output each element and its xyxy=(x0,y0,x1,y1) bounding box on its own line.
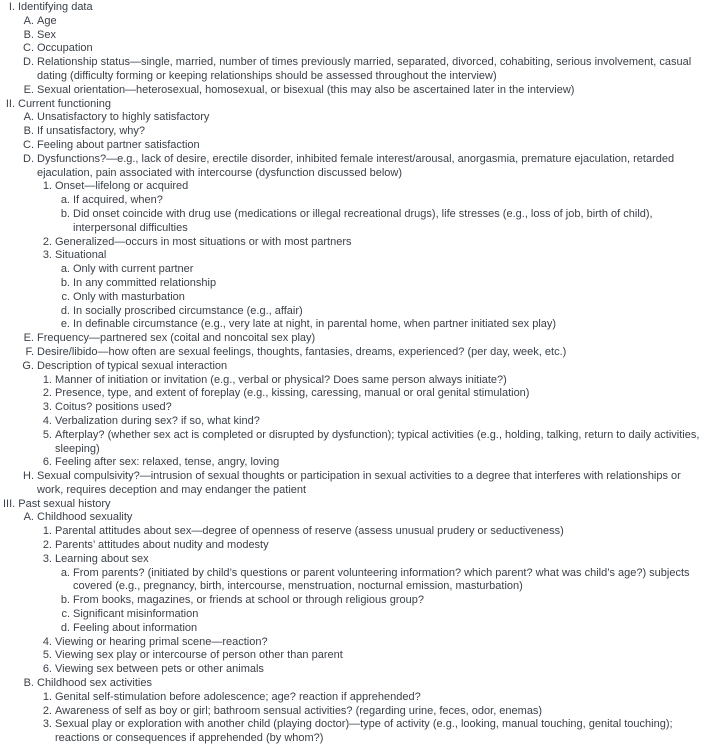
outline-item xyxy=(3,84,702,98)
outline-item xyxy=(3,594,702,608)
sexual-history-outline xyxy=(3,1,702,746)
outline-item-label: 6. xyxy=(42,663,52,676)
outline-item xyxy=(3,111,702,125)
outline-item-label: 1. xyxy=(42,690,52,703)
outline-item-label: e. xyxy=(60,318,70,331)
outline-item-text: Sex xyxy=(37,28,56,41)
outline-item xyxy=(3,305,702,319)
outline-item-label: a. xyxy=(60,263,70,276)
outline-item-label: 3. xyxy=(42,552,52,565)
outline-item-label: 3. xyxy=(42,249,52,262)
outline-item xyxy=(3,677,702,691)
outline-item xyxy=(3,291,702,305)
outline-item-text: Generalized—occurs in most situations or with most partners xyxy=(55,235,352,248)
outline-item xyxy=(3,180,702,194)
outline-item-text: Desire/libido—how often are sexual feelings, thoughts, fantasies, dreams, experienced? (per day, week, etc.) xyxy=(37,345,567,358)
outline-item-text: Occupation xyxy=(37,42,93,55)
outline-item-text: Description of typical sexual interaction xyxy=(37,359,228,372)
outline-item-label: 5. xyxy=(42,428,52,441)
outline-item-text: Sexual orientation—heterosexual, homosexual, or bisexual (this may also be ascertained later in the interview) xyxy=(37,83,575,96)
outline-item xyxy=(3,401,702,415)
outline-item-text: Verbalization during sex? if so, what kind? xyxy=(55,414,260,427)
outline-item-text: Childhood sexuality xyxy=(37,511,133,524)
outline-item xyxy=(3,360,702,374)
outline-item-text: In any committed relationship xyxy=(73,276,217,289)
outline-item-text: In socially proscribed circumstance (e.g., affair) xyxy=(73,304,303,317)
outline-item xyxy=(3,608,702,622)
outline-item xyxy=(3,277,702,291)
outline-item-text: Parents’ attitudes about nudity and modesty xyxy=(55,539,269,552)
outline-item-label: C. xyxy=(23,138,34,151)
outline-item xyxy=(3,718,702,746)
outline-item xyxy=(3,98,702,112)
outline-item-text: Genital self-stimulation before adolescence; age? reaction if apprehended? xyxy=(55,690,421,703)
outline-item-label: F. xyxy=(25,345,34,358)
outline-item-text: Feeling about partner satisfaction xyxy=(37,138,200,151)
outline-item xyxy=(3,387,702,401)
outline-item xyxy=(3,636,702,650)
outline-item-text: Feeling after sex: relaxed, tense, angry, loving xyxy=(55,456,280,469)
outline-item-label: 1. xyxy=(42,180,52,193)
outline-item-text: From books, magazines, or friends at school or through religious group? xyxy=(73,594,424,607)
outline-item-text: Childhood sex activities xyxy=(37,677,152,690)
outline-item-text: Manner of initiation or invitation (e.g., verbal or physical? Does same person always initiate?) xyxy=(55,373,507,386)
outline-item-label: 2. xyxy=(42,235,52,248)
outline-item-text: Relationship status—single, married, number of times previously married, separated, divorced, cohabiting, serious involvement, casual dating (difficulty forming or keeping relationships should be assessed throughout the interview) xyxy=(37,56,692,82)
outline-item-label: A. xyxy=(23,14,34,27)
outline-item-text: Viewing or hearing primal scene—reaction? xyxy=(55,635,268,648)
outline-item xyxy=(3,263,702,277)
outline-item-text: From parents? (initiated by child’s questions or parent volunteering information? which parent? what was child’s age?) subjects covered (e.g., pregnancy, birth, intercourse, menstruation, nocturnal emission, masturbation) xyxy=(73,566,690,593)
outline-item-label: 3. xyxy=(42,718,52,731)
outline-item-label: A. xyxy=(23,111,34,124)
outline-item-label: B. xyxy=(23,28,34,41)
outline-item-label: 4. xyxy=(42,414,52,427)
outline-item-label: 2. xyxy=(42,387,52,400)
outline-item xyxy=(3,511,702,525)
outline-item-text: Coitus? positions used? xyxy=(55,401,172,414)
outline-item xyxy=(3,691,702,705)
outline-item-label: 2. xyxy=(42,539,52,552)
outline-item-text: Only with current partner xyxy=(73,263,194,276)
outline-item-label: D. xyxy=(23,152,34,165)
outline-item-label: 6. xyxy=(42,456,52,469)
outline-item xyxy=(3,1,702,15)
outline-item xyxy=(3,415,702,429)
outline-item-label: E. xyxy=(23,332,34,345)
outline-item-label: G. xyxy=(22,359,34,372)
outline-item-text: Feeling about information xyxy=(73,621,198,634)
outline-item xyxy=(3,705,702,719)
outline-item xyxy=(3,125,702,139)
outline-item-text: Viewing sex play or intercourse of person other than parent xyxy=(55,649,343,662)
outline-item-label: a. xyxy=(60,566,70,579)
outline-item-text: Identifying data xyxy=(18,1,93,13)
outline-item-label: 1. xyxy=(42,373,52,386)
outline-item xyxy=(3,318,702,332)
outline-item xyxy=(3,456,702,470)
outline-item-label: b. xyxy=(60,594,70,607)
outline-item-text: Dysfunctions?—e.g., lack of desire, erectile disorder, inhibited female interest/arousal, anorgasmia, premature ejaculation, retarded ejaculation, pain associated with intercourse (dysfunction discussed below) xyxy=(37,152,675,179)
outline-item xyxy=(3,539,702,553)
outline-item xyxy=(3,429,702,457)
outline-item-label: a. xyxy=(60,194,70,207)
outline-item-label: II. xyxy=(5,97,15,110)
outline-item-label: 5. xyxy=(42,649,52,662)
outline-item-label: E. xyxy=(23,83,34,96)
outline-item xyxy=(3,208,702,236)
outline-item-label: H. xyxy=(23,470,34,483)
outline-item-text: Onset—lifelong or acquired xyxy=(55,180,189,193)
outline-item-text: Sexual compulsivity?—intrusion of sexual thoughts or participation in sexual activities to a degree that interferes with relationships or work, requires deception and may endanger the patient xyxy=(37,470,681,496)
outline-item xyxy=(3,153,702,181)
outline-item-label: 3. xyxy=(42,401,52,414)
outline-item-label: b. xyxy=(60,207,70,220)
outline-item-text: Age xyxy=(37,14,57,27)
outline-item-label: C. xyxy=(23,42,34,55)
outline-item-text: Learning about sex xyxy=(55,552,149,565)
outline-item xyxy=(3,470,702,498)
outline-item-text: Sexual play or exploration with another child (playing doctor)—type of activity (e.g., looking, manual touching, genital touching); reactions or consequences if apprehended (by whom?) xyxy=(55,718,673,745)
outline-item-text: Presence, type, and extent of foreplay (e.g., kissing, caressing, manual or oral genital stimulation) xyxy=(55,387,530,400)
outline-item-label: III. xyxy=(3,497,16,510)
outline-item-label: A. xyxy=(23,511,34,524)
outline-item-text: Awareness of self as boy or girl; bathroom sensual activities? (regarding urine, feces, odor, enemas) xyxy=(55,704,543,717)
outline-item-text: Unsatisfactory to highly satisfactory xyxy=(37,111,210,124)
outline-item-label: 2. xyxy=(42,704,52,717)
outline-item-text: Afterplay? (whether sex act is completed or disrupted by dysfunction); typical activities (e.g., holding, talking, return to daily activities, sleeping) xyxy=(55,428,700,455)
outline-item xyxy=(3,56,702,84)
outline-item xyxy=(3,15,702,29)
outline-item-label: d. xyxy=(60,304,70,317)
outline-item xyxy=(3,42,702,56)
outline-item-text: If unsatisfactory, why? xyxy=(37,125,146,138)
outline-item-label: c. xyxy=(61,608,70,621)
outline-item xyxy=(3,194,702,208)
outline-item xyxy=(3,553,702,567)
outline-item-text: Viewing sex between pets or other animals xyxy=(55,663,264,676)
outline-item xyxy=(3,236,702,250)
outline-item xyxy=(3,525,702,539)
outline-item xyxy=(3,332,702,346)
outline-item-label: b. xyxy=(60,276,70,289)
outline-item xyxy=(3,374,702,388)
outline-item xyxy=(3,498,702,512)
outline-item xyxy=(3,622,702,636)
outline-item xyxy=(3,139,702,153)
outline-item-label: c. xyxy=(61,290,70,303)
outline-item-label: D. xyxy=(23,56,34,69)
outline-item-text: Parental attitudes about sex—degree of openness of reserve (assess unusual prudery or seductiveness) xyxy=(55,525,564,538)
outline-item-text: Situational xyxy=(55,249,107,262)
outline-item-text: Frequency—partnered sex (coital and noncoital sex play) xyxy=(37,332,316,345)
outline-item xyxy=(3,346,702,360)
outline-item-text: Only with masturbation xyxy=(73,290,185,303)
outline-item-label: B. xyxy=(23,677,34,690)
outline-item-label: 1. xyxy=(42,525,52,538)
outline-item-label: 4. xyxy=(42,635,52,648)
outline-item xyxy=(3,249,702,263)
outline-item-text: In definable circumstance (e.g., very late at night, in parental home, when partner initiated sex play) xyxy=(73,318,557,331)
outline-item-label: d. xyxy=(60,621,70,634)
outline-item-text: If acquired, when? xyxy=(73,194,163,207)
outline-item-text: Significant misinformation xyxy=(73,608,199,621)
outline-item xyxy=(3,663,702,677)
outline-item-label: I. xyxy=(8,1,15,13)
outline-item-text: Did onset coincide with drug use (medications or illegal recreational drugs), life stresses (e.g., loss of job, birth of child), interpersonal difficulties xyxy=(73,207,653,234)
outline-item-text: Past sexual history xyxy=(18,497,111,510)
outline-item xyxy=(3,567,702,595)
outline-item-label: B. xyxy=(23,125,34,138)
outline-item xyxy=(3,29,702,43)
outline-item-text: Current functioning xyxy=(18,97,111,110)
outline-item xyxy=(3,649,702,663)
